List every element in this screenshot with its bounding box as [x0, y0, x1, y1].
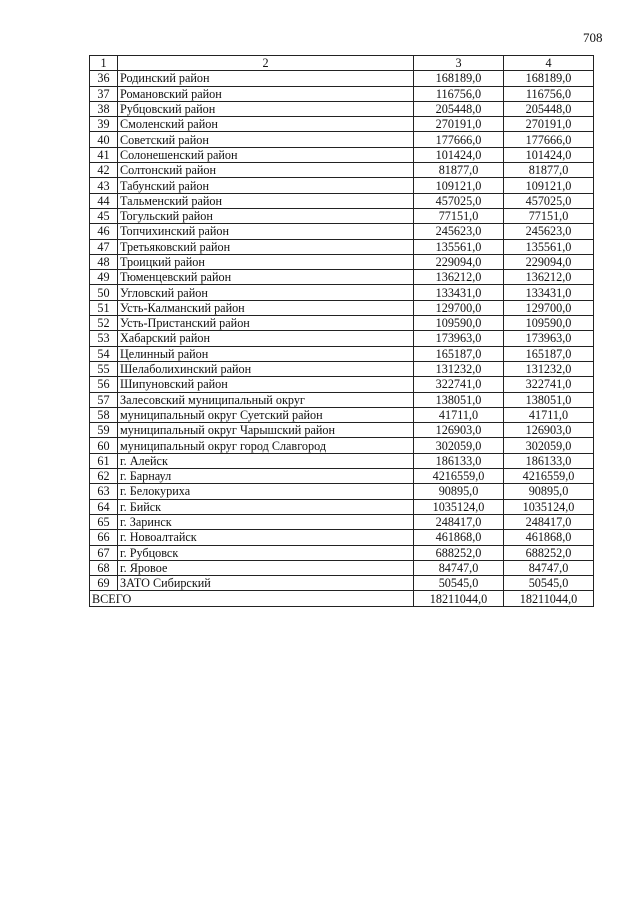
row-value-col4: 50545,0 [504, 576, 594, 591]
row-value-col4: 302059,0 [504, 438, 594, 453]
table-row [90, 514, 594, 529]
row-value-col4: 248417,0 [504, 514, 594, 529]
column-header: 4 [504, 56, 594, 71]
row-name: Троицкий район [118, 254, 414, 269]
row-value-col4: 133431,0 [504, 285, 594, 300]
row-name: г. Новоалтайск [118, 530, 414, 545]
row-name: Залесовский муниципальный округ [118, 392, 414, 407]
table-row [90, 178, 594, 193]
table-row [90, 208, 594, 223]
table-row [90, 193, 594, 208]
table-row [90, 469, 594, 484]
table-row [90, 560, 594, 575]
table-row [90, 423, 594, 438]
row-name: муниципальный округ Суетский район [118, 407, 414, 422]
row-name: Солонешенский район [118, 147, 414, 162]
row-name: г. Яровое [118, 560, 414, 575]
table-row [90, 132, 594, 147]
row-value-col4: 77151,0 [504, 208, 594, 223]
row-name: Родинский район [118, 71, 414, 86]
row-number: 40 [90, 132, 118, 147]
row-value-col4: 131232,0 [504, 361, 594, 376]
row-value-col3: 322741,0 [414, 377, 504, 392]
row-name: Табунский район [118, 178, 414, 193]
row-value-col4: 90895,0 [504, 484, 594, 499]
table-row [90, 316, 594, 331]
row-name: Романовский район [118, 86, 414, 101]
row-number: 68 [90, 560, 118, 575]
row-name: г. Алейск [118, 453, 414, 468]
row-value-col4: 109121,0 [504, 178, 594, 193]
row-value-col4: 1035124,0 [504, 499, 594, 514]
row-value-col4: 138051,0 [504, 392, 594, 407]
row-value-col3: 229094,0 [414, 254, 504, 269]
row-value-col3: 205448,0 [414, 101, 504, 116]
row-value-col4: 270191,0 [504, 117, 594, 132]
table-row [90, 361, 594, 376]
row-number: 49 [90, 270, 118, 285]
row-name: г. Рубцовск [118, 545, 414, 560]
row-value-col3: 90895,0 [414, 484, 504, 499]
column-header: 1 [90, 56, 118, 71]
table-row [90, 499, 594, 514]
row-value-col4: 126903,0 [504, 423, 594, 438]
table-row [90, 346, 594, 361]
row-number: 56 [90, 377, 118, 392]
table-row [90, 331, 594, 346]
total-value-col4: 18211044,0 [504, 591, 594, 606]
row-name: Целинный район [118, 346, 414, 361]
table-row [90, 163, 594, 178]
row-value-col3: 84747,0 [414, 560, 504, 575]
row-value-col4: 177666,0 [504, 132, 594, 147]
row-value-col3: 4216559,0 [414, 469, 504, 484]
row-number: 36 [90, 71, 118, 86]
row-value-col4: 205448,0 [504, 101, 594, 116]
row-name: Рубцовский район [118, 101, 414, 116]
table-row [90, 86, 594, 101]
row-value-col4: 165187,0 [504, 346, 594, 361]
row-number: 50 [90, 285, 118, 300]
row-value-col4: 41711,0 [504, 407, 594, 422]
table-row [90, 254, 594, 269]
table-row [90, 530, 594, 545]
total-value-col3: 18211044,0 [414, 591, 504, 606]
table-row [90, 484, 594, 499]
row-value-col4: 135561,0 [504, 239, 594, 254]
row-number: 45 [90, 208, 118, 223]
row-value-col3: 129700,0 [414, 300, 504, 315]
row-value-col3: 457025,0 [414, 193, 504, 208]
row-number: 55 [90, 361, 118, 376]
row-number: 47 [90, 239, 118, 254]
row-value-col3: 173963,0 [414, 331, 504, 346]
row-number: 66 [90, 530, 118, 545]
row-number: 61 [90, 453, 118, 468]
row-value-col3: 41711,0 [414, 407, 504, 422]
row-name: Тогульский район [118, 208, 414, 223]
row-value-col3: 270191,0 [414, 117, 504, 132]
row-number: 38 [90, 101, 118, 116]
table-row [90, 147, 594, 162]
row-name: ЗАТО Сибирский [118, 576, 414, 591]
row-name: Хабарский район [118, 331, 414, 346]
row-number: 64 [90, 499, 118, 514]
row-value-col4: 109590,0 [504, 316, 594, 331]
row-value-col4: 461868,0 [504, 530, 594, 545]
row-name: Угловский район [118, 285, 414, 300]
row-value-col4: 81877,0 [504, 163, 594, 178]
row-name: Третьяковский район [118, 239, 414, 254]
row-value-col4: 688252,0 [504, 545, 594, 560]
row-name: г. Заринск [118, 514, 414, 529]
row-value-col3: 77151,0 [414, 208, 504, 223]
column-header: 3 [414, 56, 504, 71]
row-value-col4: 168189,0 [504, 71, 594, 86]
row-value-col4: 116756,0 [504, 86, 594, 101]
row-number: 43 [90, 178, 118, 193]
row-number: 46 [90, 224, 118, 239]
row-value-col3: 461868,0 [414, 530, 504, 545]
row-number: 39 [90, 117, 118, 132]
row-value-col4: 101424,0 [504, 147, 594, 162]
table-row [90, 545, 594, 560]
table-row [90, 224, 594, 239]
row-value-col3: 101424,0 [414, 147, 504, 162]
row-value-col4: 84747,0 [504, 560, 594, 575]
row-value-col4: 136212,0 [504, 270, 594, 285]
row-value-col3: 1035124,0 [414, 499, 504, 514]
table-row [90, 407, 594, 422]
row-name: Солтонский район [118, 163, 414, 178]
row-number: 53 [90, 331, 118, 346]
row-name: Усть-Пристанский район [118, 316, 414, 331]
row-value-col4: 173963,0 [504, 331, 594, 346]
row-value-col3: 165187,0 [414, 346, 504, 361]
row-value-col4: 186133,0 [504, 453, 594, 468]
row-number: 41 [90, 147, 118, 162]
row-value-col3: 168189,0 [414, 71, 504, 86]
row-name: Топчихинский район [118, 224, 414, 239]
row-name: Советский район [118, 132, 414, 147]
row-value-col3: 109121,0 [414, 178, 504, 193]
table-row [90, 239, 594, 254]
row-number: 48 [90, 254, 118, 269]
row-value-col4: 129700,0 [504, 300, 594, 315]
row-value-col3: 131232,0 [414, 361, 504, 376]
row-value-col3: 136212,0 [414, 270, 504, 285]
table-row [90, 270, 594, 285]
row-name: Смоленский район [118, 117, 414, 132]
page-number: 708 [583, 30, 603, 45]
table-row [90, 377, 594, 392]
row-name: Тюменцевский район [118, 270, 414, 285]
table-row [90, 392, 594, 407]
row-name: Шипуновский район [118, 377, 414, 392]
row-name: г. Белокуриха [118, 484, 414, 499]
row-name: г. Барнаул [118, 469, 414, 484]
row-number: 57 [90, 392, 118, 407]
table-row [90, 300, 594, 315]
row-number: 69 [90, 576, 118, 591]
row-value-col3: 245623,0 [414, 224, 504, 239]
row-name: муниципальный округ Чарышский район [118, 423, 414, 438]
row-number: 51 [90, 300, 118, 315]
row-value-col3: 248417,0 [414, 514, 504, 529]
row-value-col3: 135561,0 [414, 239, 504, 254]
row-value-col3: 177666,0 [414, 132, 504, 147]
row-value-col4: 4216559,0 [504, 469, 594, 484]
row-number: 60 [90, 438, 118, 453]
row-number: 42 [90, 163, 118, 178]
row-value-col3: 50545,0 [414, 576, 504, 591]
row-number: 59 [90, 423, 118, 438]
table-row [90, 453, 594, 468]
row-value-col4: 245623,0 [504, 224, 594, 239]
row-value-col3: 116756,0 [414, 86, 504, 101]
table-header-row [90, 56, 594, 71]
row-value-col3: 81877,0 [414, 163, 504, 178]
row-name: муниципальный округ город Славгород [118, 438, 414, 453]
table-row [90, 101, 594, 116]
row-number: 44 [90, 193, 118, 208]
row-value-col3: 138051,0 [414, 392, 504, 407]
table-row [90, 438, 594, 453]
table-row [90, 117, 594, 132]
row-name: Усть-Калманский район [118, 300, 414, 315]
table-row [90, 285, 594, 300]
row-number: 52 [90, 316, 118, 331]
total-row [90, 591, 594, 606]
row-value-col3: 688252,0 [414, 545, 504, 560]
row-number: 65 [90, 514, 118, 529]
row-number: 37 [90, 86, 118, 101]
row-value-col3: 186133,0 [414, 453, 504, 468]
row-number: 58 [90, 407, 118, 422]
table-row [90, 71, 594, 86]
total-label: ВСЕГО [90, 591, 414, 606]
row-value-col3: 126903,0 [414, 423, 504, 438]
row-number: 54 [90, 346, 118, 361]
row-name: г. Бийск [118, 499, 414, 514]
row-value-col3: 302059,0 [414, 438, 504, 453]
row-name: Тальменский район [118, 193, 414, 208]
row-name: Шелаболихинский район [118, 361, 414, 376]
row-value-col4: 322741,0 [504, 377, 594, 392]
row-number: 67 [90, 545, 118, 560]
budget-table [89, 55, 594, 607]
row-value-col3: 109590,0 [414, 316, 504, 331]
row-value-col3: 133431,0 [414, 285, 504, 300]
row-value-col4: 229094,0 [504, 254, 594, 269]
column-header: 2 [118, 56, 414, 71]
row-number: 62 [90, 469, 118, 484]
row-value-col4: 457025,0 [504, 193, 594, 208]
table-row [90, 576, 594, 591]
row-number: 63 [90, 484, 118, 499]
